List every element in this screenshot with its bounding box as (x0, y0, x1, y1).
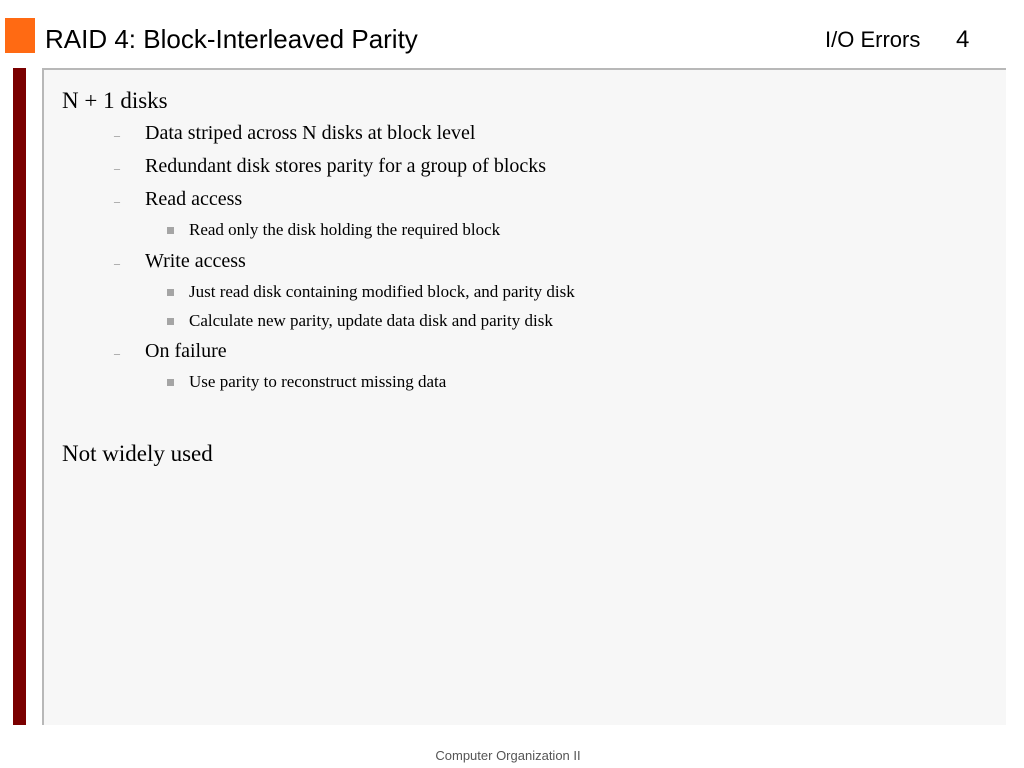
bullet-level3: Use parity to reconstruct missing data (189, 372, 447, 391)
bullet-level3: Just read disk containing modified block, and parity disk (189, 282, 575, 301)
bullet-level2: Data striped across N disks at block level (145, 122, 476, 144)
content-panel (42, 68, 1006, 725)
bullet-level2: Read access (145, 188, 243, 210)
accent-square (5, 18, 35, 53)
bullet-level2: Write access (145, 250, 246, 272)
square-bullet-icon (167, 227, 174, 234)
dash-bullet-icon: – (114, 194, 120, 208)
dash-bullet-icon: – (114, 256, 120, 270)
square-bullet-icon (167, 318, 174, 325)
left-accent-bar (13, 68, 26, 725)
bullet-level1: N + 1 disks (62, 88, 168, 113)
bullet-level3: Calculate new parity, update data disk and parity disk (189, 311, 553, 330)
bullet-level2: Redundant disk stores parity for a group of blocks (145, 155, 547, 177)
bullet-level1: Not widely used (62, 441, 213, 466)
square-bullet-icon (167, 379, 174, 386)
bullet-level2: On failure (145, 340, 227, 362)
footer-text: Computer Organization II (435, 748, 581, 763)
dash-bullet-icon: – (114, 346, 120, 360)
dash-bullet-icon: – (114, 128, 120, 142)
dash-bullet-icon: – (114, 161, 120, 175)
page-number: 4 (956, 26, 970, 53)
bullet-level3: Read only the disk holding the required block (189, 220, 501, 239)
section-label: I/O Errors (825, 27, 921, 52)
slide-title: RAID 4: Block-Interleaved Parity (45, 24, 418, 54)
square-bullet-icon (167, 289, 174, 296)
